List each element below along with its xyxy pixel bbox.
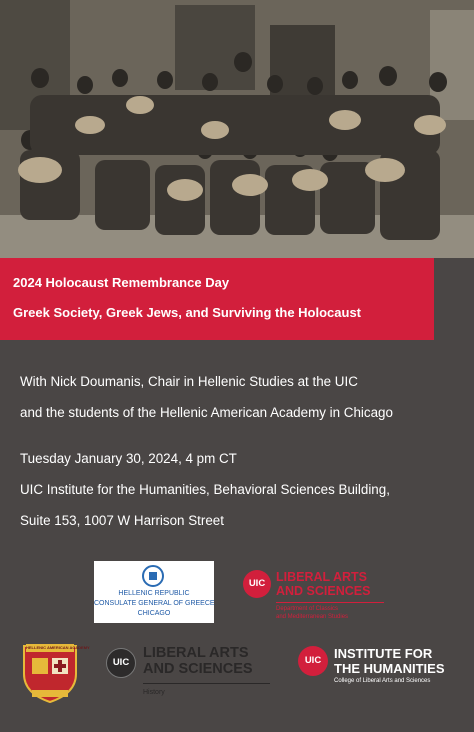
academy-crest-text: HELLENIC AMERICAN ACADEMY (26, 645, 90, 650)
consulate-line-3: CHICAGO (137, 610, 171, 617)
humanities-sub: College of Liberal Arts and Sciences (334, 678, 431, 684)
las-classics-sub-1: Department of Classics (276, 606, 339, 612)
uic-badge-icon: UIC (106, 648, 136, 678)
las-classics-divider (276, 602, 384, 603)
event-date: Tuesday January 30, 2024, 4 pm CT (20, 451, 237, 466)
las-history-title-1: LIBERAL ARTS (143, 645, 249, 661)
academy-crest-logo (20, 640, 90, 704)
historic-group-photo (0, 0, 474, 258)
humanities-title-2: THE HUMANITIES (334, 661, 445, 676)
location-line-2: Suite 153, 1007 W Harrison Street (20, 513, 224, 528)
uic-badge-icon: UIC (243, 570, 271, 598)
las-history-divider (143, 683, 270, 684)
las-classics-title-2: AND SCIENCES (276, 584, 371, 598)
event-subtitle: Greek Society, Greek Jews, and Surviving the Holocaust (13, 305, 361, 320)
las-classics-sub-2: and Mediterranean Studies (276, 614, 349, 620)
consulate-line-2: CONSULATE GENERAL OF GREECE (94, 600, 215, 607)
humanities-title-1: INSTITUTE FOR (334, 646, 433, 661)
speaker-line-1: With Nick Doumanis, Chair in Hellenic Studies at the UIC (20, 374, 358, 389)
consulate-line-1: HELLENIC REPUBLIC (118, 590, 190, 597)
speaker-line-2: and the students of the Hellenic American Academy in Chicago (20, 405, 393, 420)
las-history-title-2: AND SCIENCES (143, 661, 253, 677)
consulate-logo (94, 561, 214, 623)
photo-illustration (0, 0, 474, 258)
location-line-1: UIC Institute for the Humanities, Behavioral Sciences Building, (20, 482, 390, 497)
event-banner (0, 258, 434, 340)
uic-badge-icon: UIC (298, 646, 328, 676)
event-title: 2024 Holocaust Remembrance Day (13, 275, 230, 290)
greek-seal-icon (142, 565, 164, 587)
las-history-sub: History (143, 689, 165, 696)
las-classics-title-1: LIBERAL ARTS (276, 570, 367, 584)
